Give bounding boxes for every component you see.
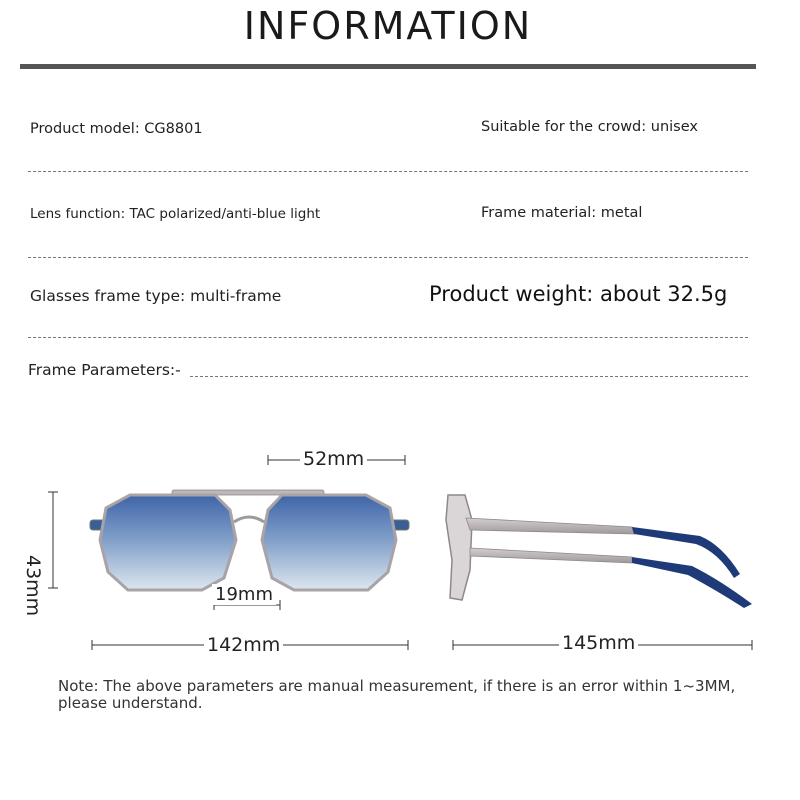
right-lens (262, 495, 396, 590)
left-lens (100, 495, 236, 590)
frame-parameters-label: Frame Parameters:- (28, 361, 181, 379)
side-view (446, 495, 752, 608)
temple-length-label: 145mm (559, 632, 638, 654)
product-model: Product model: CG8801 (30, 121, 203, 137)
lens-function: Lens function: TAC polarized/anti-blue light (30, 206, 321, 222)
lens-height-label: 43mm (22, 552, 44, 619)
page-title: INFORMATION (243, 4, 533, 48)
measurement-note: Note: The above parameters are manual measurement, if there is an error within 1~3MM, please understand. (58, 677, 736, 712)
suitable-crowd: Suitable for the crowd: unisex (481, 119, 698, 135)
lower-temple (470, 548, 632, 563)
product-weight: Product weight: about 32.5g (429, 282, 728, 306)
lower-temple-tip (632, 557, 752, 608)
frame-material: Frame material: metal (481, 205, 643, 221)
frame-width-label: 142mm (204, 634, 283, 656)
bridge-label: 19mm (212, 584, 276, 605)
upper-temple (466, 518, 634, 534)
front-view (90, 490, 409, 590)
side-front-frame (446, 495, 472, 600)
nose-bridge (234, 517, 264, 522)
lens-width-label: 52mm (300, 448, 367, 470)
frame-type: Glasses frame type: multi-frame (30, 287, 282, 305)
